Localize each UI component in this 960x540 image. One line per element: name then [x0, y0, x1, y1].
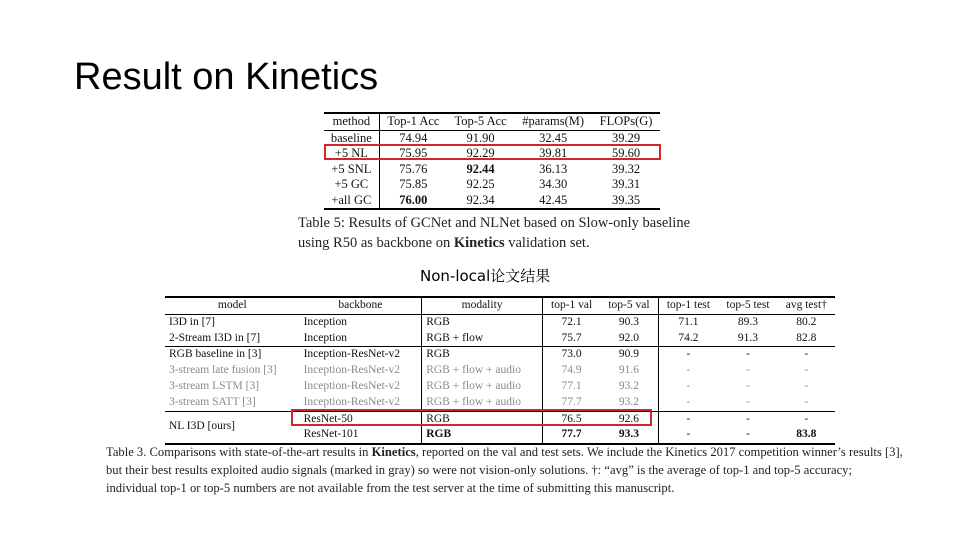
table-cell: RGB + flow	[422, 331, 543, 347]
table-cell: 32.45	[539, 130, 568, 145]
table-cell: 75.7	[561, 331, 582, 344]
table-cell: RGB baseline in [3]	[165, 347, 300, 363]
table-cell: -	[804, 379, 809, 392]
table-cell: 2-Stream I3D in [7]	[169, 331, 261, 344]
table-cell: -	[718, 347, 778, 363]
table-cell: 39.32	[611, 161, 641, 176]
column-header: backbone	[300, 297, 422, 314]
table-cell: 39.81	[539, 146, 568, 160]
table5-caption: Table 5: Results of GCNet and NLNet based on Slow-only baseline using R50 as backbone on Kinetics validation set.	[298, 215, 691, 251]
table-cell: -	[686, 395, 691, 408]
table-cell: 77.7	[561, 428, 582, 441]
table-cell: RGB	[422, 427, 543, 444]
table-cell: 90.3	[600, 314, 658, 330]
table-cell: RGB + flow + audio	[422, 395, 543, 411]
table-cell: 77.1	[561, 379, 582, 392]
table-cell: RGB + flow + audio	[422, 379, 543, 395]
table-cell: ResNet-101	[300, 427, 422, 444]
column-header: top-5 test	[726, 299, 770, 311]
column-header: avg test†	[785, 299, 827, 311]
table-cell: Inception	[300, 314, 422, 330]
table-cell: -	[746, 379, 750, 392]
highlight-box-nl-row	[324, 144, 661, 160]
table-cell: 93.2	[600, 395, 658, 411]
table-cell: NL I3D [ours]	[165, 411, 300, 444]
table-row	[324, 193, 660, 210]
table-cell: 91.6	[600, 363, 658, 379]
table-cell: 91.90	[466, 130, 495, 145]
table-row	[165, 379, 835, 395]
table-cell: 80.2	[796, 315, 817, 328]
table-header-row	[165, 297, 835, 314]
table3-caption: Table 3. Comparisons with state-of-the-art results in Kinetics, reported on the val and test sets. We include the Kinetics 2017 competition winner’s results [3], but their best results exploited audio signals (marked in gray) so were not vision-only solutions. †: “avg” is the average of top-1 and top-5 accuracy; individual top-1 or top-5 numbers are not available from the test server at the time of submitting this manuscript.	[106, 445, 903, 495]
table-cell: -	[658, 411, 718, 427]
table-cell: -	[718, 411, 778, 427]
table-cell: 77.7	[561, 395, 582, 408]
table-cell: 73.0	[542, 347, 600, 363]
table-cell: 76.00	[399, 192, 428, 207]
column-header: Top-1 Acc	[387, 114, 440, 128]
table-cell: 3-stream LSTM [3]	[169, 379, 260, 392]
table-row	[324, 162, 660, 178]
table-row	[165, 347, 835, 363]
table-row	[165, 314, 835, 330]
table-cell: Inception	[300, 331, 422, 347]
table-cell: -	[746, 395, 750, 408]
column-header: #params(M)	[522, 114, 585, 128]
table-cell: +5 NL	[324, 146, 379, 162]
table-cell: -	[686, 364, 691, 377]
table-cell: baseline	[324, 130, 379, 146]
column-header: FLOPs(G)	[599, 114, 653, 128]
table-cell: RGB + flow + audio	[422, 363, 543, 379]
table-cell: +all GC	[324, 193, 379, 210]
table-cell: 93.2	[600, 379, 658, 395]
table-cell: 92.29	[466, 146, 495, 160]
table-cell: 74.94	[399, 130, 428, 145]
table-cell: -	[658, 347, 718, 363]
column-header: model	[217, 299, 247, 311]
table-cell: -	[746, 428, 750, 441]
table-cell: 39.35	[611, 192, 641, 207]
table-cell: 92.44	[466, 161, 495, 176]
table-cell: 93.3	[600, 427, 658, 444]
table-cell: 75.76	[399, 161, 428, 176]
slide-title: Result on Kinetics	[74, 56, 379, 98]
table-cell: 72.1	[561, 315, 582, 328]
table-cell: 42.45	[539, 192, 568, 207]
table-cell: Inception-ResNet-v2	[300, 347, 422, 363]
table-cell: 92.6	[600, 411, 658, 427]
table-row	[165, 331, 835, 347]
table-cell: RGB	[422, 347, 543, 363]
table-cell: 71.1	[678, 315, 699, 328]
table5-gcnet-results	[324, 112, 660, 210]
table-cell: 82.8	[796, 331, 817, 344]
table-cell: 59.60	[611, 146, 641, 160]
column-header: Top-5 Acc	[454, 114, 507, 128]
table-cell: 76.5	[542, 411, 600, 427]
table-cell: +5 GC	[324, 177, 379, 193]
column-header: top-1 test	[666, 299, 710, 311]
table-cell: RGB	[422, 314, 543, 330]
table-cell: 75.95	[399, 146, 428, 160]
table-cell: -	[778, 411, 835, 427]
table-cell: ResNet-50	[300, 411, 422, 427]
table-cell: 36.13	[539, 161, 568, 176]
table-cell: 74.2	[678, 331, 699, 344]
table-cell: 92.34	[466, 192, 495, 207]
table-cell: 74.9	[561, 364, 582, 377]
highlight-box-resnet50-row	[291, 409, 652, 426]
table-cell: Inception-ResNet-v2	[300, 379, 422, 395]
table-cell: Inception-ResNet-v2	[300, 395, 422, 411]
table-cell: 90.9	[600, 347, 658, 363]
table-cell: I3D in [7]	[169, 315, 215, 328]
table-cell: Inception-ResNet-v2	[300, 363, 422, 379]
table-cell: 39.29	[611, 130, 641, 145]
table-cell: 39.31	[611, 177, 641, 191]
table-cell: 75.85	[399, 177, 428, 191]
table-cell: -	[746, 364, 750, 377]
table-cell: -	[804, 364, 809, 377]
non-local-results-label: Non-local论文结果	[420, 267, 551, 285]
column-header: method	[324, 113, 379, 130]
table-cell: -	[778, 347, 835, 363]
table-cell: 89.3	[737, 315, 759, 328]
table-cell: RGB	[422, 411, 543, 427]
table-cell: 92.25	[466, 177, 495, 191]
table-row	[324, 177, 660, 193]
column-header: top-5 val	[600, 297, 658, 314]
table-cell: 92.0	[600, 331, 658, 347]
table-row	[165, 363, 835, 379]
table-cell: 3-stream SATT [3]	[169, 395, 256, 408]
table-cell: 3-stream late fusion [3]	[169, 364, 277, 377]
table-header-row	[324, 113, 660, 130]
table-cell: 91.3	[737, 331, 759, 344]
column-header: modality	[422, 297, 543, 314]
table-cell: 34.30	[539, 177, 568, 191]
column-header: top-1 val	[551, 299, 593, 311]
table-cell: -	[686, 379, 691, 392]
table-cell: +5 SNL	[324, 162, 379, 178]
table-cell: -	[686, 428, 691, 441]
table-cell: -	[804, 395, 809, 408]
table-cell: 83.8	[796, 428, 817, 441]
